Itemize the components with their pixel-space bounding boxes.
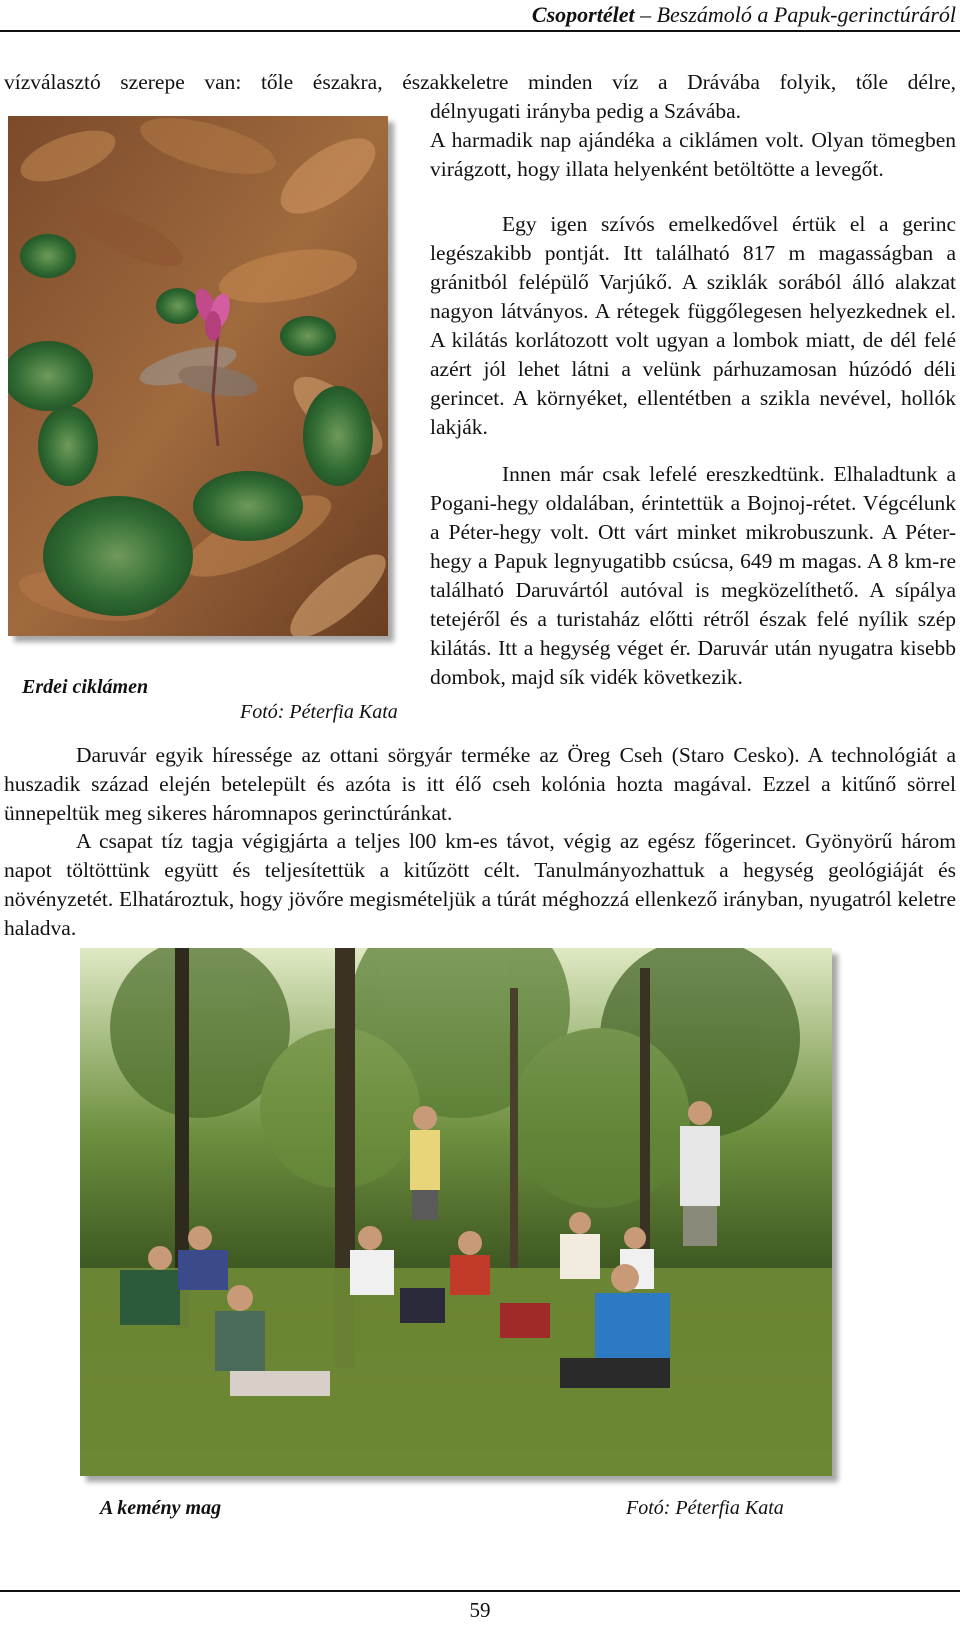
cyclamen-photo-credit: Fotó: Péterfia Kata: [240, 701, 398, 723]
cyclamen-caption: Erdei ciklámen: [22, 676, 149, 698]
group-image: [80, 948, 832, 1476]
paragraph-continued-wrap: délnyugati irányba pedig a Szávába.: [430, 99, 742, 123]
group-photo: [80, 948, 832, 1476]
header-title: [532, 2, 956, 28]
paragraph-cyclamen: A harmadik nap ajándéka a ciklámen volt. Olyan tömegben virágzott, hogy illata helyenként betöltötte a levegőt.: [430, 128, 956, 181]
group-photo-credit: Fotó: Péterfia Kata: [626, 1497, 784, 1519]
paragraph-continued: vízválasztó szerepe van: tőle északra, északkeletre minden víz a Drávába folyik, tőle délre,: [4, 70, 956, 94]
paragraph-descent: Innen már csak lefelé ereszkedtünk. Elhaladtunk a Pogani-hegy oldalában, érintettük a Bojnoj-rétet. Végcélunk a Péter-hegy volt. Ott várt minket mikrobuszunk. A Péter-hegy a Papuk legnyugatibb csúcsa, 649 m magas. A 8 km-re található Daruvártól autóval is megközelíthető. A sípálya tetejéről és a turistaház előtti rétről észak felé nyílik szép kilátás. Itt a hegység véget ér. Daruvár után nyugatra kisebb dombok, majd sík vidék következik.: [430, 462, 956, 689]
group-caption: A kemény mag: [100, 1497, 222, 1519]
cyclamen-photo: [8, 116, 388, 636]
header-section: Csoportélet: [531, 2, 635, 27]
header-separator: –: [634, 2, 657, 27]
paragraph-beer: Daruvár egyik híressége az ottani sörgyár terméke az Öreg Cseh (Staro Cesko). A technológiát a huszadik század elején betelepült és azóta is itt élő cseh kolónia hozta magával. Ezzel a kitűnő sörrel ünnepeltük meg sikeres háromnapos gerinctúránkat.: [4, 743, 956, 825]
paragraph-team: A csapat tíz tagja végigjárta a teljes l00 km-es távot, végig az egész főgerincet. Gyönyörű három napot töltöttünk együtt és teljesítettük a kitűzött célt. Tanulmányozhattuk a hegység geológiáját és növényzetét. Elhatároztuk, hogy jövőre megismételjük a túrát méghozzá ellenkező irányban, nyugatról keletre haladva.: [4, 829, 956, 940]
paragraph-varjuko: Egy igen szívós emelkedővel értük el a gerinc legészakibb pontját. Itt található 817 m magasságban a gránitból felépülő Varjúkő. A sziklák sorából álló alakzat nagyon látványos. A rétegek függőlegesen helyezkednek el. A kilátás korlátozott volt ugyan a lombok miatt, de dél felé azért jól lehet látni a velünk párhuzamosan húzódó déli gerincet. A környéket, ellentétben a szikla nevével, hollók lakják.: [430, 212, 956, 439]
cyclamen-image: [8, 116, 388, 636]
running-header: [0, 0, 960, 32]
header-article-title: Beszámoló a Papuk-gerinctúráról: [656, 2, 956, 27]
footer-rule: [0, 1590, 960, 1592]
page-number: 59: [469, 1598, 491, 1622]
